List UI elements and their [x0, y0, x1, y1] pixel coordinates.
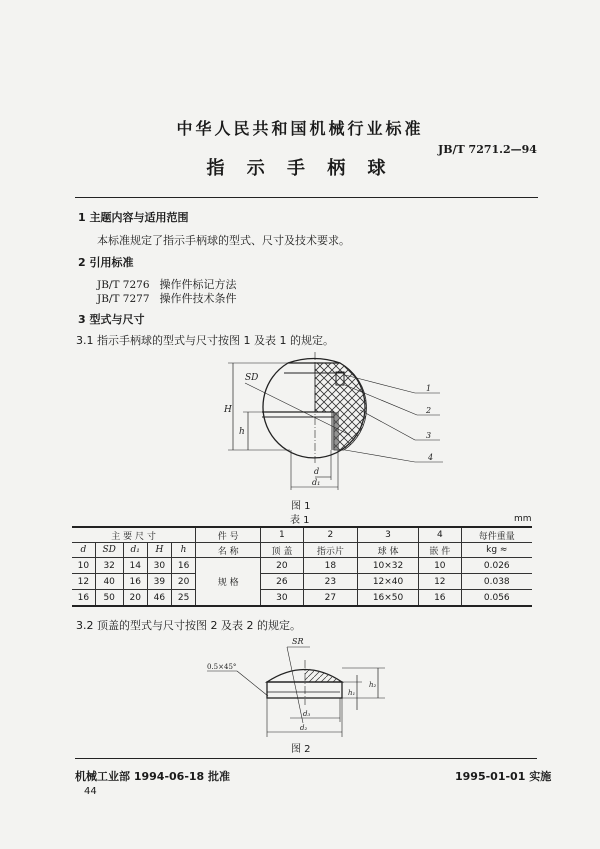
dim-header: d₁ [123, 543, 147, 558]
part-name: 顶 盖 [261, 543, 303, 558]
group-header: 主 要 尺 寸 [72, 527, 196, 543]
cell: 14 [123, 558, 147, 574]
cell: 16 [123, 574, 147, 590]
part-no-header: 件 号 [196, 527, 261, 543]
section-1-title: 1 主题内容与适用范围 [78, 211, 189, 224]
label-part-1: 1 [426, 384, 432, 393]
cell: 16 [419, 590, 461, 607]
standard-code: JB/T 7271.2—94 [438, 143, 537, 156]
spec-label: 规 格 [196, 558, 261, 607]
cell: 12 [419, 574, 461, 590]
insert-section [331, 412, 339, 450]
part-name: 嵌 件 [419, 543, 461, 558]
label-sd: SD [245, 373, 259, 383]
dim-header: d [72, 543, 95, 558]
section-3-2-text: 3.2 顶盖的型式与尺寸按图 2 及表 2 的规定。 [76, 619, 301, 632]
cell: 23 [303, 574, 357, 590]
dim-header: H [147, 543, 171, 558]
section-1-body: 本标准规定了指示手柄球的型式、尺寸及技术要求。 [97, 234, 350, 247]
cell: 16 [171, 558, 195, 574]
part-name-header: 名 称 [196, 543, 261, 558]
label-part-2: 2 [426, 406, 432, 415]
part-number: 4 [419, 527, 461, 543]
cell: 10 [419, 558, 461, 574]
page-number: 44 [84, 786, 97, 797]
part-number: 3 [358, 527, 419, 543]
ball-body-section [315, 363, 366, 450]
table-row [72, 574, 532, 590]
cell: 32 [95, 558, 123, 574]
org-title: 中华人民共和国机械行业标准 [176, 119, 424, 138]
cell: 16 [72, 590, 95, 607]
footer-divider [75, 758, 537, 759]
label-h1: h₁ [348, 689, 356, 697]
reference-name: 操作件技术条件 [159, 292, 237, 305]
cell: 20 [261, 558, 303, 574]
cell: 0.026 [461, 558, 532, 574]
figure-1-caption: 图 1 [291, 501, 311, 512]
approval-note: 机械工业部 1994-06-18 批准 [75, 770, 231, 783]
cell: 46 [147, 590, 171, 607]
cell: 18 [303, 558, 357, 574]
reference-item [97, 290, 237, 306]
figure-1-drawing [200, 350, 460, 500]
cell: 20 [123, 590, 147, 607]
figure-2-drawing [140, 635, 400, 750]
label-h: h [239, 427, 245, 437]
label-h-total: H [224, 405, 232, 415]
cell: 40 [95, 574, 123, 590]
cell: 0.056 [461, 590, 532, 607]
label-d2: d₂ [300, 724, 308, 732]
figure-2-caption: 图 2 [291, 744, 311, 755]
cell: 25 [171, 590, 195, 607]
cell: 10×32 [358, 558, 419, 574]
part-name: 指示片 [303, 543, 357, 558]
label-d: d [314, 467, 320, 476]
cell: 16×50 [358, 590, 419, 607]
cell: 12 [72, 574, 95, 590]
label-sr: SR [292, 637, 304, 646]
cell: 27 [303, 590, 357, 607]
label-part-4: 4 [428, 453, 434, 462]
cell: 50 [95, 590, 123, 607]
header-divider [75, 197, 538, 198]
section-2-title: 2 引用标准 [78, 256, 134, 269]
dim-header: SD [95, 543, 123, 558]
table-row [72, 590, 532, 607]
label-h2: h₂ [369, 681, 377, 689]
label-d3: d₃ [303, 710, 311, 718]
part-number: 1 [261, 527, 303, 543]
cell: 30 [261, 590, 303, 607]
table-1-caption: 表 1 [290, 515, 310, 526]
reference-name: 操作件标记方法 [159, 278, 237, 291]
label-d1: d₁ [312, 478, 321, 487]
cell: 26 [261, 574, 303, 590]
part-name: 球 体 [358, 543, 419, 558]
cell: 20 [171, 574, 195, 590]
reference-code: JB/T 7277 [97, 293, 150, 305]
cell: 30 [147, 558, 171, 574]
document-title: 指 示 手 柄 球 [206, 158, 394, 179]
label-chamfer: 0.5×45° [207, 663, 237, 671]
reference-code: JB/T 7276 [97, 279, 150, 291]
section-3-1-text: 3.1 指示手柄球的型式与尺寸按图 1 及表 1 的规定。 [76, 334, 334, 347]
dim-header: h [171, 543, 195, 558]
section-3-title: 3 型式与尺寸 [78, 313, 145, 326]
cell: 12×40 [358, 574, 419, 590]
effective-date: 1995-01-01 实施 [455, 770, 552, 783]
part-number: 2 [303, 527, 357, 543]
table-row [72, 558, 532, 574]
table-1 [72, 526, 532, 607]
cell: 10 [72, 558, 95, 574]
cell: 39 [147, 574, 171, 590]
weight-unit: kg ≈ [461, 543, 532, 558]
cell: 0.038 [461, 574, 532, 590]
cap-outline [267, 682, 342, 698]
table-unit: mm [514, 514, 532, 524]
weight-header: 每件重量 [461, 527, 532, 543]
label-part-3: 3 [426, 431, 432, 440]
